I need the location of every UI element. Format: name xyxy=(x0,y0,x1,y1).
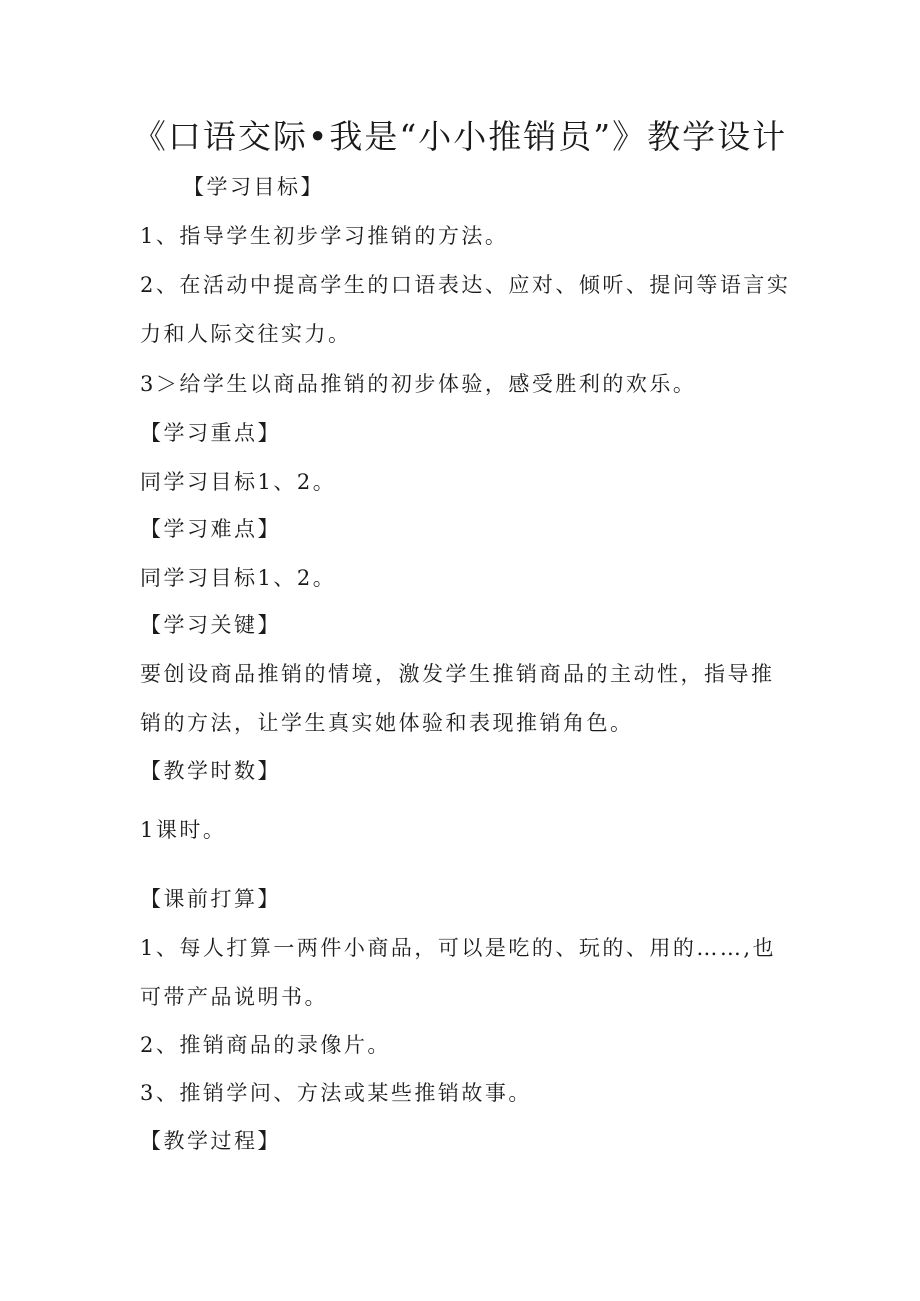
objective-2-continued: 力和人际交往实力。 xyxy=(140,322,352,346)
heading-teaching-process: 【教学过程】 xyxy=(140,1129,281,1153)
heading-difficulties: 【学习难点】 xyxy=(140,517,281,541)
heading-teaching-hours: 【教学时数】 xyxy=(140,759,281,783)
objective-1: 1、指导学生初步学习推销的方法。 xyxy=(140,224,509,248)
heading-learning-objectives: 【学习目标】 xyxy=(183,175,324,199)
learning-keys-text: 要创设商品推销的情境，激发学生推销商品的主动性，指导推 xyxy=(140,662,775,686)
objective-2: 2、在活动中提高学生的口语表达、应对、倾听、提问等语言实 xyxy=(140,273,791,297)
document-title: 《口语交际•我是“小小推销员”》教学设计 xyxy=(132,117,788,156)
teaching-hours-text: 1课时。 xyxy=(140,818,227,842)
objective-3: 3＞给学生以商品推销的初步体验，感受胜利的欢乐。 xyxy=(140,372,697,396)
key-points-text: 同学习目标1、2。 xyxy=(140,470,337,494)
preparation-1-continued: 可带产品说明书。 xyxy=(140,985,328,1009)
heading-preparation: 【课前打算】 xyxy=(140,887,281,911)
preparation-3: 3、推销学问、方法或某些推销故事。 xyxy=(140,1081,532,1105)
preparation-1: 1、每人打算一两件小商品，可以是吃的、玩的、用的……,也 xyxy=(140,936,777,960)
learning-keys-text-continued: 销的方法，让学生真实她体验和表现推销角色。 xyxy=(140,711,634,735)
preparation-2: 2、推销商品的录像片。 xyxy=(140,1033,391,1057)
heading-learning-keys: 【学习关键】 xyxy=(140,613,281,637)
heading-key-points: 【学习重点】 xyxy=(140,421,281,445)
difficulties-text: 同学习目标1、2。 xyxy=(140,566,337,590)
